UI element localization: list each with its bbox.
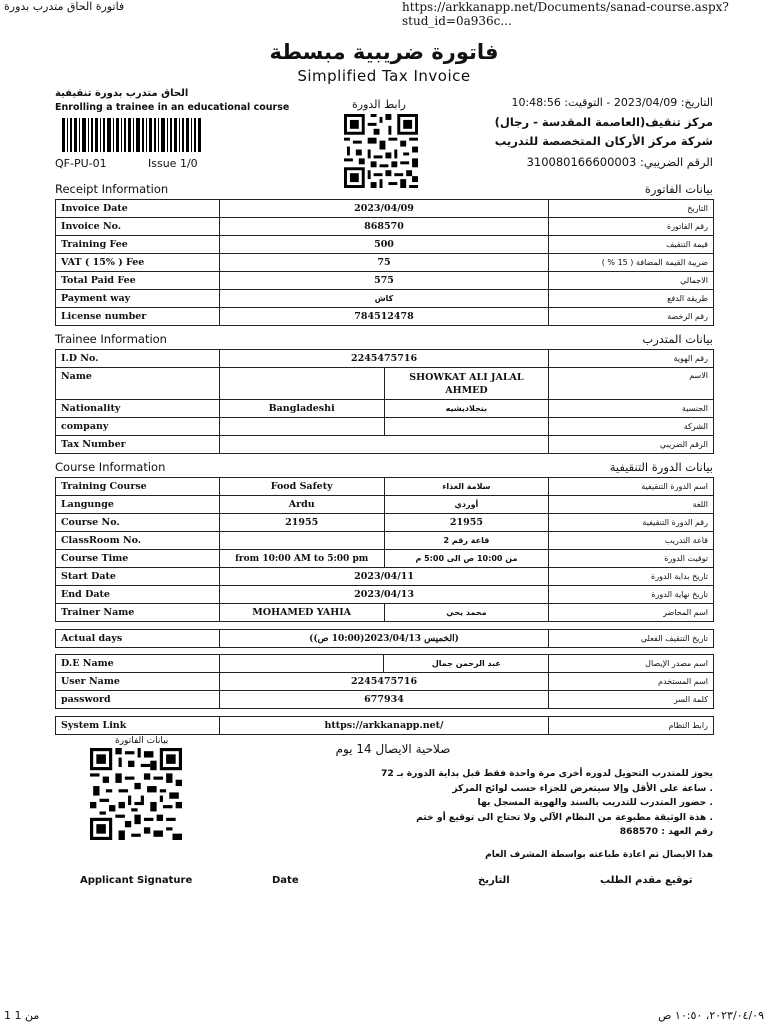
value-en: 21955: [219, 514, 384, 532]
table-row: [56, 550, 714, 568]
value: 2245475716: [219, 350, 549, 368]
value-en: [219, 655, 384, 673]
label-ar: طريقة الدفع: [549, 290, 714, 308]
table-row: [56, 673, 714, 691]
table-row: [56, 568, 714, 586]
print-page-title: فاتورة الحاق متدرب بدورة: [4, 0, 125, 13]
date-label-ar: التاريخ: [478, 875, 510, 886]
label-en: Training Fee: [56, 236, 220, 254]
value: 575: [220, 272, 549, 290]
label-en: Total Paid Fee: [56, 272, 220, 290]
print-page-count: 1 من 1: [4, 1009, 40, 1022]
table-row: [56, 496, 714, 514]
value-en: [219, 532, 384, 550]
label-en: Course No.: [56, 514, 220, 532]
label-en: Invoice No.: [56, 218, 220, 236]
course-section-title-en: Course Information: [55, 460, 166, 474]
value: (الخميس 2023/04/13(10:00 ص)): [220, 630, 549, 648]
value-en: [219, 418, 384, 436]
table-row: [56, 350, 714, 368]
label-en: VAT ( 15% ) Fee: [56, 254, 220, 272]
actual-days-table: [55, 629, 714, 648]
label-en: Course Time: [56, 550, 220, 568]
label-ar: قيمة التنقيف: [549, 236, 714, 254]
form-issue: Issue 1/0: [148, 157, 198, 170]
label-ar: رابط النظام: [549, 717, 714, 735]
label-ar: اسم الدورة التنقيفية: [549, 478, 714, 496]
value: [219, 436, 549, 454]
center-name: مركز تنقيف(العاصمة المقدسة - رجال): [494, 115, 713, 129]
label-en: Tax Number: [56, 436, 220, 454]
label-ar: كلمة السر: [549, 691, 714, 709]
print-time: ٢٠٢٣/٠٤/٠٩، ١٠:٥٠ ص: [658, 1009, 764, 1022]
value: 2023/04/13: [219, 586, 549, 604]
label-ar: الاجمالي: [549, 272, 714, 290]
label-en: ClassRoom No.: [56, 532, 220, 550]
invoice-title-en: Simplified Tax Invoice: [297, 67, 471, 85]
label-ar: رقم الفاتورة: [549, 218, 714, 236]
label-en: Nationality: [56, 400, 220, 418]
table-row: [56, 514, 714, 532]
enroll-label-en: Enrolling a trainee in an educational course: [55, 102, 290, 113]
table-row: [56, 254, 714, 272]
value-ar: 21955: [384, 514, 549, 532]
label-ar: رقم الرخصة: [549, 308, 714, 326]
invoice-qr-label: بيانات الفاتورة: [115, 736, 169, 746]
course-section-title-ar: بيانات الدورة التنقيفية: [609, 460, 713, 474]
value-ar: قاعة رقم 2: [384, 532, 549, 550]
table-row: [56, 717, 714, 735]
date-label-en: Date: [272, 875, 299, 886]
note-item: يجوز للمتدرب التحويل لدوره أخرى مرة واحدة فقط قبل بداية الدورة بـ 72: [380, 768, 713, 779]
note-item: . هذة الوثيقة مطبوعة من النظام الآلي ولا تحتاج الى توقيع أو ختم: [416, 811, 713, 823]
value-ar: أوردي: [384, 496, 549, 514]
system-link[interactable]: https://arkkanapp.net/: [220, 717, 549, 735]
table-row: [56, 418, 714, 436]
value-ar: بنجلاديشيه: [384, 400, 549, 418]
value-en: MOHAMED YAHIA: [219, 604, 384, 622]
reprint-note: هذا الايصال تم اعادة طباعته بواسطة المشرف العام: [485, 850, 713, 860]
label-ar: اسم المستخدم: [549, 673, 714, 691]
table-row: [56, 236, 714, 254]
value-en: from 10:00 AM to 5:00 pm: [219, 550, 384, 568]
company-tax-number: الرقم الضريبي: 310080166600003: [526, 155, 713, 169]
label-ar: الرقم الضريبي: [549, 436, 714, 454]
label-ar: ضريبة القيمة المضافة ( 15 % ): [549, 254, 714, 272]
label-ar: رقم الدورة التنقيفية: [549, 514, 714, 532]
label-en: Name: [56, 368, 220, 400]
label-en: License number: [56, 308, 220, 326]
enroll-label-ar: الحاق متدرب بدورة تنقيفية: [55, 88, 189, 99]
course-link-qr-icon[interactable]: [344, 114, 418, 188]
receipt-validity: صلاحية الايصال 14 يوم: [335, 742, 451, 756]
company-name: شركة مركز الأركان المتخصصة للتدريب: [494, 134, 713, 148]
course-table: [55, 477, 714, 622]
table-row: [56, 655, 714, 673]
label-ar: الجنسية: [549, 400, 714, 418]
table-row: [56, 272, 714, 290]
notes-list: [293, 767, 713, 840]
invoice-title-ar: فاتورة ضريبية مبسطة: [269, 40, 499, 64]
value: 784512478: [220, 308, 549, 326]
applicant-signature-label-ar: توقيع مقدم الطلب: [600, 875, 693, 886]
label-ar: الاسم: [549, 368, 714, 400]
label-en: D.E Name: [56, 655, 220, 673]
note-item: . ساعة على الأقل وإلا سيتعرض للجزاء حسب لوائح المركز: [452, 782, 713, 794]
trainee-table: [55, 349, 714, 454]
label-en: Trainer Name: [56, 604, 220, 622]
value-ar: محمد يحي: [384, 604, 549, 622]
label-ar: اسم مصدر الإيصال: [549, 655, 714, 673]
receipt-table: [55, 199, 714, 326]
value: 677934: [219, 691, 548, 709]
receipt-section-title-en: Receipt Information: [55, 182, 169, 196]
course-link-label: رابط الدورة: [352, 98, 406, 111]
barcode: [62, 118, 202, 152]
label-en: Training Course: [56, 478, 220, 496]
label-ar: رقم الهوية: [549, 350, 714, 368]
value-en: Ardu: [219, 496, 384, 514]
value: 500: [220, 236, 549, 254]
receipt-section-title-ar: بيانات الفاتورة: [644, 182, 713, 196]
table-row: [56, 478, 714, 496]
value: 75: [220, 254, 549, 272]
label-ar: تاريخ نهاية الدورة: [549, 586, 714, 604]
label-ar: تاريخ بداية الدورة: [549, 568, 714, 586]
label-en: System Link: [56, 717, 220, 735]
value-ar: سلامة الغذاء: [384, 478, 549, 496]
label-ar: قاعة التدريب: [549, 532, 714, 550]
invoice-qr-icon: [90, 748, 182, 840]
value-en: [219, 368, 384, 400]
label-en: company: [56, 418, 220, 436]
label-en: password: [56, 691, 220, 709]
value-en: Bangladeshi: [219, 400, 384, 418]
table-row: [56, 308, 714, 326]
value-ar: [384, 418, 549, 436]
label-en: Start Date: [56, 568, 220, 586]
label-ar: اللغة: [549, 496, 714, 514]
value: 2245475716: [219, 673, 548, 691]
value: 868570: [220, 218, 549, 236]
table-row: [56, 200, 714, 218]
label-ar: تاريخ التنقيف الفعلي: [549, 630, 714, 648]
invoice-datetime: التاريخ: 2023/04/09 - التوقيت: 10:48:56: [511, 96, 713, 109]
system-link-table: [55, 716, 714, 735]
trainee-section-title-ar: بيانات المتدرب: [642, 332, 713, 346]
value-ar: من 10:00 ص الى 5:00 م: [384, 550, 549, 568]
value: 2023/04/09: [220, 200, 549, 218]
label-en: End Date: [56, 586, 220, 604]
label-en: Payment way: [56, 290, 220, 308]
table-row: [56, 691, 714, 709]
access-table: [55, 654, 714, 709]
print-url: https://arkkanapp.net/Documents/sanad-course.aspx?stud_id=0a936c...: [402, 0, 729, 28]
value: كاش: [220, 290, 549, 308]
table-row: [56, 630, 714, 648]
note-item: رقم العهد : 868570: [619, 826, 713, 837]
table-row: [56, 290, 714, 308]
label-en: User Name: [56, 673, 220, 691]
table-row: [56, 368, 714, 400]
label-ar: توقيت الدورة: [549, 550, 714, 568]
table-row: [56, 400, 714, 418]
label-ar: اسم المحاضر: [549, 604, 714, 622]
applicant-signature-label-en: Applicant Signature: [80, 875, 193, 886]
table-row: [56, 586, 714, 604]
label-en: Actual days: [56, 630, 220, 648]
label-ar: التاريخ: [549, 200, 714, 218]
table-row: [56, 436, 714, 454]
note-item: . حضور المتدرب للتدريب بالسند والهوية المسجل بها: [477, 797, 713, 808]
table-row: [56, 532, 714, 550]
value-ar: عبد الرحمن جمال: [384, 655, 549, 673]
table-row: [56, 604, 714, 622]
value: 2023/04/11: [219, 568, 549, 586]
value-en: Food Safety: [219, 478, 384, 496]
label-en: I.D No.: [56, 350, 220, 368]
label-en: Invoice Date: [56, 200, 220, 218]
label-en: Langunge: [56, 496, 220, 514]
table-row: [56, 218, 714, 236]
form-code: QF-PU-01: [55, 157, 107, 170]
value: SHOWKAT ALI JALAL AHMED: [384, 368, 549, 400]
label-ar: الشركة: [549, 418, 714, 436]
trainee-section-title-en: Trainee Information: [55, 332, 167, 346]
